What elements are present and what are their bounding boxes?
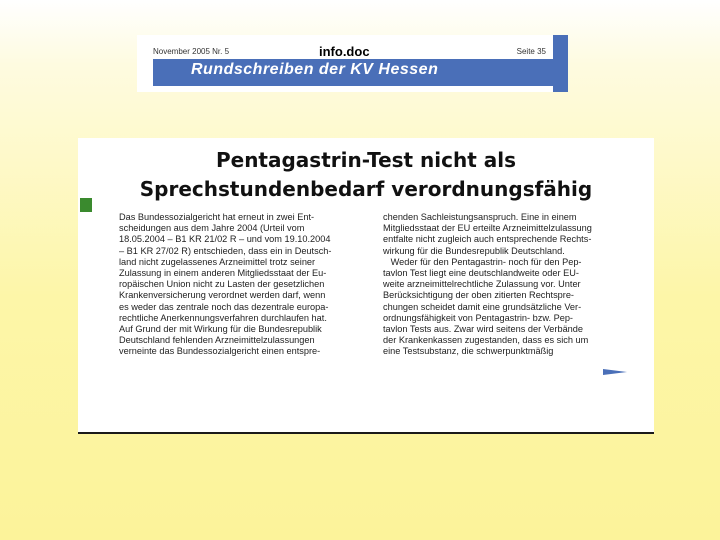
text-line: Auf Grund der mit Wirkung für die Bundesrepublik [119, 323, 322, 334]
text-line: Deutschland fehlenden Arzneimittelzulassungen [119, 335, 315, 346]
text-line: ropäischen Union nicht zu Lasten der gesetzlichen [119, 279, 325, 290]
article-clipping [78, 138, 654, 434]
text-line: wirkung für die Bundesrepublik Deutschland. [383, 245, 565, 256]
text-line: der Krankenkassen zugestanden, dass es sich um [383, 335, 589, 346]
text-line: rechtliche Anerkennungsverfahren durchlaufen hat. [119, 312, 327, 323]
text-line: chenden Sachleistungsanspruch. Eine in einem [383, 212, 577, 222]
text-line: ordnungsfähigkeit von Pentagastrin- bzw. Pep- [383, 312, 573, 323]
text-line: – B1 KR 27/02 R) entschieden, dass ein in Deutsch- [119, 245, 332, 256]
text-line: 18.05.2004 – B1 KR 21/02 R – und vom 19.10.2004 [119, 234, 331, 245]
article-column-right [383, 212, 627, 357]
section-marker-square [80, 198, 92, 212]
article-column-left [119, 212, 363, 357]
banner-subtitle: Rundschreiben der KV Hessen [191, 61, 439, 78]
text-line: eine Testsubstanz, die schwerpunktmäßig [383, 346, 554, 357]
continue-arrow-icon [603, 368, 627, 376]
headline-line-2: Sprechstundenbedarf verordnungsfähig [139, 177, 593, 201]
text-line: tavlon Test liegt eine deutschlandweite oder EU- [383, 267, 579, 278]
text-line: scheidungen aus dem Jahre 2004 (Urteil vom [119, 223, 305, 234]
banner-edge [553, 35, 568, 92]
article-headline [78, 146, 654, 204]
text-line: chungen scheidet damit eine grundsätzliche Ver- [383, 301, 582, 312]
newsletter-banner [137, 35, 568, 92]
text-line: Mitgliedsstaat der EU erteilte Arzneimittelzulassung [383, 223, 592, 234]
text-line: Das Bundessozialgericht hat erneut in zwei Ent- [119, 212, 315, 222]
page-number: Seite 35 [516, 47, 546, 56]
text-line: Berücksichtigung der oben zitierten Rechtspre- [383, 290, 574, 301]
banner-title-bar [153, 59, 553, 86]
headline-line-1: Pentagastrin-Test nicht als [215, 148, 517, 172]
brand-name: info.doc [319, 44, 370, 59]
text-line: es weder das zentrale noch das dezentrale europa- [119, 301, 329, 312]
banner-meta-line [153, 46, 553, 58]
issue-date: November 2005 Nr. 5 [153, 47, 230, 56]
text-line: land nicht zugelassenes Arzneimittel trotz seiner [119, 256, 316, 267]
text-line: Weder für den Pentagastrin- noch für den Pep- [383, 256, 582, 267]
text-line: Krankenversicherung verordnet werden darf, wenn [119, 290, 326, 301]
text-line: Zulassung in einem anderen Mitgliedsstaat der Eu- [119, 267, 327, 278]
text-line: entfalte nicht zugleich auch entsprechende Rechts- [383, 234, 592, 245]
text-line: weite arzneimittelrechtliche Zulassung vor. Unter [383, 279, 581, 290]
text-line: tavlon Tests aus. Zwar wird seitens der Verbände [383, 323, 584, 334]
text-line: verneinte das Bundessozialgericht einen entspre- [119, 346, 321, 357]
